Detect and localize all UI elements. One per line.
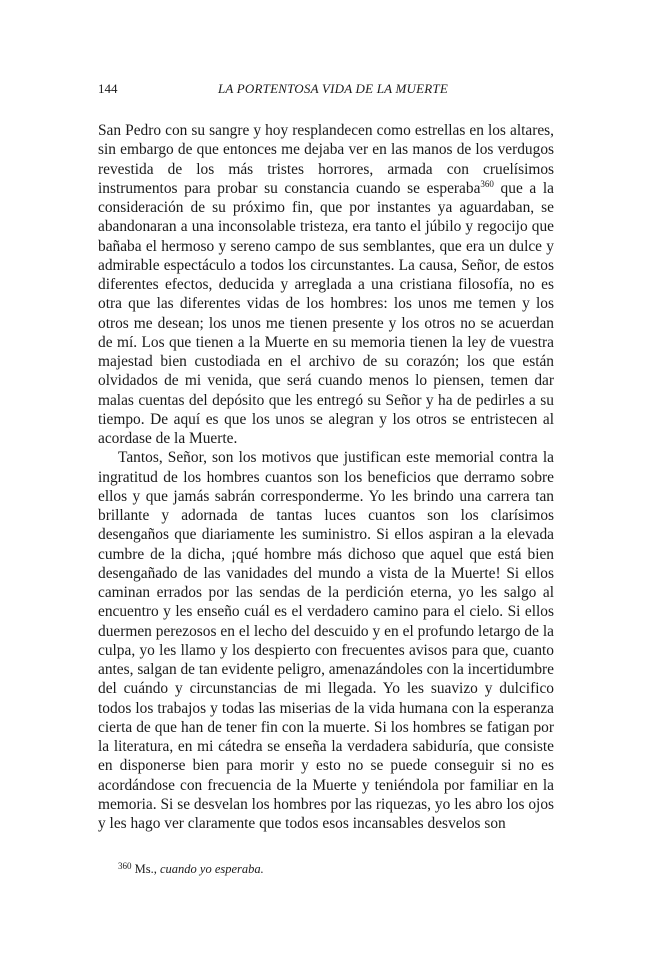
page-number: 144: [98, 81, 118, 96]
footnote: [118, 861, 554, 877]
paragraph-1-before-note: San Pedro con su sangre y hoy resplandecen como estrellas en los altares, sin embargo de que entonces me dejaba ver en las manos de los verdugos revestida de los más tristes horrores, armada con cruelísimos instrumentos para probar su constancia cuando se esperaba: [98, 122, 554, 197]
running-title: LA PORTENTOSA VIDA DE LA MUERTE: [218, 81, 448, 96]
footnote-text: cuando yo esperaba.: [159, 862, 264, 876]
page-header: [98, 81, 554, 101]
footnote-abbreviation: Ms.,: [134, 862, 160, 876]
footnote-reference: 360: [480, 178, 494, 189]
body-text: [98, 121, 554, 833]
paragraph-2: Tantos, Señor, son los motivos que justifican este memorial contra la ingratitud de los hombres cuantos son los beneficios que derramo sobre ellos y que jamás sabrán corresponderme. Yo les brindo una carrera tan brillante y adornada de tantas luces cuantos son los clarísimos desengaños que diariamente les suministro. Si ellos aspiran a la elevada cumbre de la dicha, ¡qué hombre más dichoso que aquel que está bien desengañado de las vanidades del mundo a vista de la Muerte! Si ellos caminan errados por las sendas de la perdición eterna, yo les salgo al encuentro y les enseño cuál es el verdadero camino para el cielo. Si ellos duermen perezosos en el lecho del descuido y en el profundo letargo de la culpa, yo les llamo y los despierto con frecuentes avisos para que, cuanto antes, salgan de tan evidente peligro, amenazándoles con la incertidumbre del cuándo y circunstancias de mi llegada. Yo les suavizo y dulcifico todos los trabajos y todas las miserias de la vida humana con la esperanza cierta de que han de tener fin con la muerte. Si los hombres se fatigan por la literatura, en mi cátedra se enseña la verdadera sabiduría, que consiste en disponerse bien para morir y esto no se puede conseguir si no es acordándose con frecuencia de la Muerte y teniéndola por familiar en la memoria. Si se desvelan los hombres por las riquezas, yo les abro los ojos y les hago ver claramente que todos esos incansables desvelos son: [98, 449, 554, 832]
paragraph-1: [98, 121, 554, 448]
footnote-number: 360: [118, 861, 132, 871]
paragraph-1-after-note: que a la consideración de su próximo fin, que por instantes ya aguardaban, se abandonaran a una inconsolable tristeza, era tanto el júbilo y regocijo que bañaba el hermoso y sereno campo de sus semblantes, que era un dulce y admirable espectáculo a todos los circunstantes. La causa, Señor, de estos diferentes efectos, deducida y arreglada a una cristiana filosofía, no es otra que las diferentes vidas de los hombres: los unos me temen y los otros me desean; los unos me tienen presente y los otros no se acuerdan de mí. Los que tienen a la Muerte en su memoria tienen la ley de vuestra majestad bien custodiada en el archivo de su corazón; los que están olvidados de mi venida, que será cuando menos lo piensen, temen dar malas cuentas del depósito que les entregó su Señor y ha de pedirles a su tiempo. De aquí es que los unos se alegran y los otros se entristecen al acordase de la Muerte.: [98, 179, 554, 447]
